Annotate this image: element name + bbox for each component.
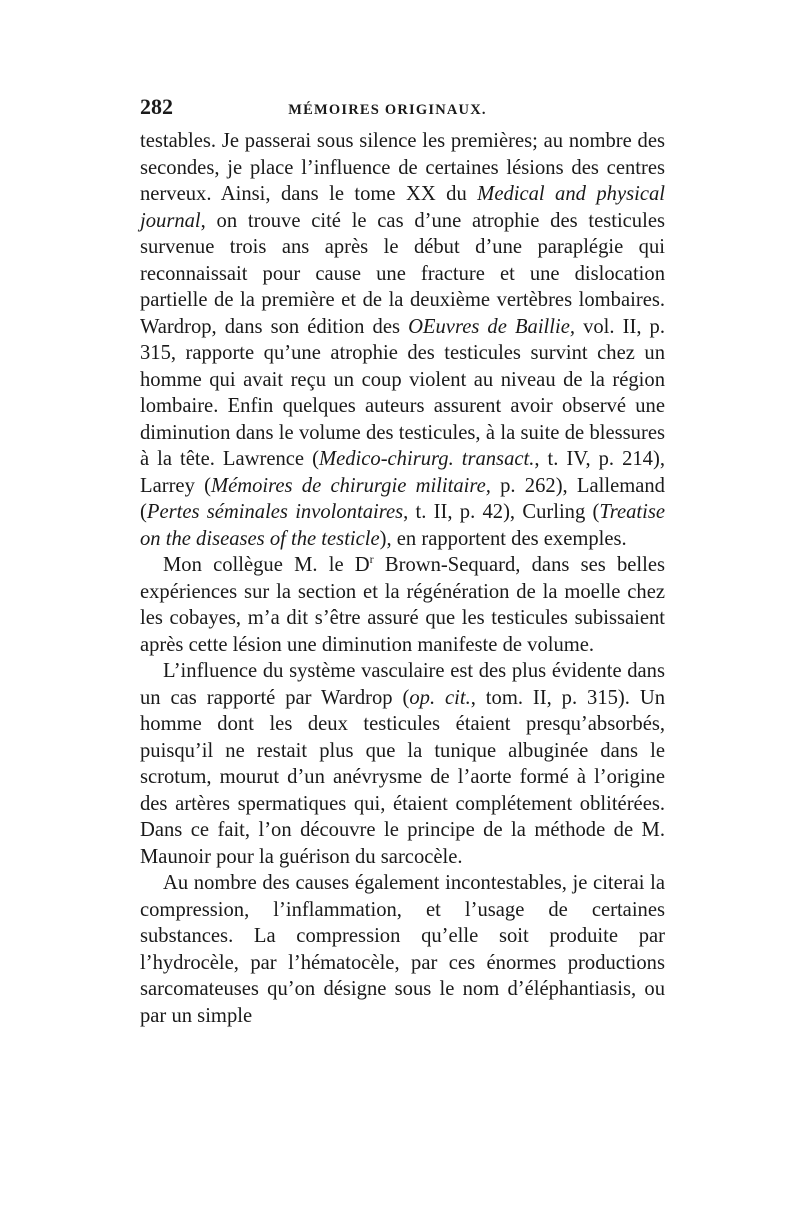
text-run: Brown-Sequard, dans ses belles expériences sur la section et la régénération de la moelle chez les cobayes, m’a dit s’être assuré que les testicules subissaient après cette lésion une diminution manifeste de volume. <box>140 554 665 656</box>
page-header <box>140 94 665 128</box>
text-run: testables. Je passerai sous silence les premières; au nombre des secondes, je place l’influence de certaines lésions des centres nerveux. Ainsi, dans le tome XX du <box>140 130 665 205</box>
text-run: L’influence du système vasculaire est des plus évidente dans un cas rapporté par Wardrop ( <box>140 660 665 709</box>
italic-run: Treatise on the diseases of the testicle <box>140 501 665 550</box>
paragraph-4 <box>140 870 665 1029</box>
body-text <box>140 128 665 1029</box>
text-run: , on trouve cité le cas d’une atrophie des testicules survenue trois ans après le début d’une paraplégie qui reconnaissait pour cause une fracture et une dislocation partielle de la première et de la deuxième vertèbres lombaires. Wardrop, dans son édition des <box>140 209 665 338</box>
text-run: Au nombre des causes également incontestables, je citerai la compression, l’inflammation, et l’usage de certaines substances. La compression qu’elle soit produite par l’hydrocèle, par l’hématocèle, par ces énormes productions sarcomateuses qu’on désigne sous le nom d’éléphantiasis, ou par un simple <box>140 872 665 1027</box>
text-run: , t. IV, p. 214), Larrey ( <box>140 448 665 497</box>
superscript-run: r <box>369 552 374 567</box>
italic-run: OEuvres de Baillie, <box>408 315 575 338</box>
text-run: , tom. II, p. 315). Un homme dont les deux testicules étaient presqu’absorbés, puisqu’il ne restait plus que la tunique albuginée dans le scrotum, mourut d’un anévrysme de l’aorte formé à l’origine des artères spermatiques qui, étaient complétement oblitérées. Dans ce fait, l’on découvre le principe de la méthode de M. Maunoir pour la guérison du sarcocèle. <box>140 686 666 868</box>
page-number: 282 <box>140 94 173 119</box>
paragraph-1 <box>140 128 665 552</box>
italic-run: Medico-chirurg. transact. <box>318 448 535 470</box>
text-run: Mon collègue M. le D <box>163 554 370 576</box>
italic-run: Pertes séminales involontaires <box>146 501 404 523</box>
text-run: ), en rapportent des exemples. <box>379 527 627 550</box>
italic-run: op. cit. <box>409 686 471 709</box>
text-run: , t. II, p. 42), Curling ( <box>403 501 600 523</box>
italic-run: Mémoires de chirurgie militaire, <box>210 474 491 497</box>
document-page <box>140 94 665 1029</box>
italic-run: Medical and physical journal <box>140 183 665 232</box>
text-run: vol. II, p. 315, rapporte qu’une atrophie des testicules survint chez un homme qui avait reçu un coup violent au niveau de la région lombaire. Enfin quelques auteurs assurent avoir observé une diminution dans le volume des testicules, à la suite de blessures à la tête. Lawrence ( <box>140 315 665 470</box>
paragraph-3 <box>140 658 665 870</box>
paragraph-2 <box>140 552 665 658</box>
text-run: p. 262), Lallemand ( <box>140 474 665 523</box>
running-title: MÉMOIRES ORIGINAUX. <box>288 102 487 118</box>
